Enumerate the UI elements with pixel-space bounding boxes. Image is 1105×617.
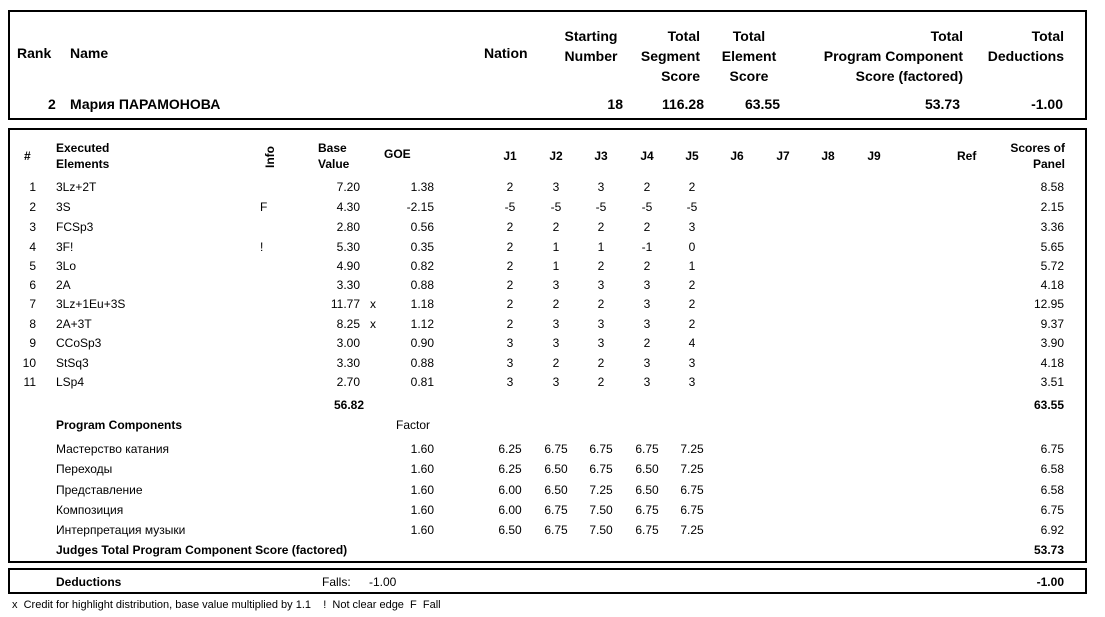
judge-component-score: 6.75 [544,523,568,537]
judge-score: -5 [550,200,562,214]
component-name: Интерпретация музыки [56,523,186,537]
element-panel-score: 5.72 [1040,259,1064,273]
element-panel-score: 9.37 [1040,317,1064,331]
judge-score: 2 [688,180,696,194]
element-goe: -2.15 [406,200,434,214]
component-panel-score: 6.75 [1040,442,1064,456]
element-goe: 0.81 [410,375,434,389]
nation-header: Nation [484,45,528,61]
program-components-title: Program Components [56,418,183,432]
judge-score: 3 [643,297,651,311]
judge-score: 2 [643,259,651,273]
element-base-value: 3.30 [336,278,360,292]
judge-score: -5 [686,200,698,214]
component-name: Композиция [56,503,124,517]
element-name: 3Lz+2T [56,180,97,194]
judge-score: 4 [688,336,696,350]
judge-component-score: 6.50 [544,483,568,497]
judge-score: 3 [643,356,651,370]
component-panel-score: 6.58 [1040,462,1064,476]
element-x-mark: x [370,297,376,311]
deductions-header: Total Deductions [987,28,1064,64]
judge-header: J3 [594,149,608,163]
element-goe: 1.12 [410,317,434,331]
judge-score: 2 [688,297,696,311]
num-header: # [24,149,31,163]
judge-header: J9 [867,149,881,163]
element-base-value: 2.80 [336,220,360,234]
element-panel-score: 4.18 [1040,278,1064,292]
element-number: 6 [29,278,36,292]
info-header: Info [263,146,277,168]
element-name: StSq3 [56,356,89,370]
judge-component-score: 7.50 [589,523,613,537]
component-factor: 1.60 [410,483,434,497]
judge-score: -5 [504,200,516,214]
judge-component-score: 6.50 [635,462,659,476]
judge-score: 1 [552,240,560,254]
element-number: 2 [29,200,36,214]
judge-component-score: 6.75 [635,442,659,456]
judge-component-score: 7.25 [589,483,613,497]
judge-header: J7 [776,149,790,163]
element-number: 8 [29,317,36,331]
judge-score: 2 [506,240,514,254]
element-base-value: 3.00 [336,336,360,350]
element-name: 2A+3T [56,317,92,331]
judge-component-score: 6.75 [680,483,704,497]
element-number: 1 [29,180,36,194]
judge-score: 3 [597,336,605,350]
skater-rank: 2 [48,96,56,112]
component-name: Переходы [56,462,113,476]
deductions-box [8,568,1087,594]
element-panel-score: 5.65 [1040,240,1064,254]
judge-score: 3 [643,317,651,331]
judge-score: 3 [597,180,605,194]
judge-score: 3 [506,356,514,370]
judge-score: 2 [552,220,560,234]
starting-number-header: Starting Number [564,28,618,64]
judge-score: 2 [506,317,514,331]
element-name: 3Lz+1Eu+3S [56,297,126,311]
element-number: 3 [29,220,36,234]
judge-header: J1 [503,149,517,163]
element-number: 4 [29,240,36,254]
judge-score: 2 [552,356,560,370]
judge-component-score: 7.25 [680,523,704,537]
component-panel-score: 6.58 [1040,483,1064,497]
judge-score: 2 [643,336,651,350]
judge-header: J5 [685,149,699,163]
pcs-header: Total Program Component Score (factored) [823,28,963,84]
skater-starting-number: 18 [607,96,623,112]
deductions-total: -1.00 [1036,575,1064,589]
judge-score: 2 [506,220,514,234]
element-name: FCSp3 [56,220,94,234]
judge-score: 3 [552,375,560,389]
judge-header: J6 [730,149,744,163]
judge-score: 2 [688,317,696,331]
legend: x Credit for highlight distribution, base value multiplied by 1.1 ! Not clear edge F Fall [12,599,441,611]
element-number: 9 [29,336,36,350]
goe-header: GOE [384,147,411,161]
judge-component-score: 6.25 [498,462,522,476]
element-name: 3Lo [56,259,77,273]
judge-component-score: 7.25 [680,462,704,476]
judge-score: 2 [597,356,605,370]
judge-score: 1 [688,259,696,273]
judge-score: 2 [506,259,514,273]
skater-tes: 63.55 [744,96,780,112]
judge-score: -5 [595,200,607,214]
skater-name: Мария ПАРАМОНОВА [70,96,221,112]
judge-score: 2 [597,259,605,273]
component-name: Представление [56,483,143,497]
judge-component-score: 6.75 [544,503,568,517]
judge-score: 2 [552,297,560,311]
component-factor: 1.60 [410,462,434,476]
element-base-value: 4.30 [336,200,360,214]
element-number: 5 [29,259,36,273]
tss-header: Total Segment Score [640,28,700,84]
element-base-value: 7.20 [336,180,360,194]
judge-score: 2 [597,297,605,311]
judge-score: 2 [643,180,651,194]
executed-elements-header: Executed Elements [56,141,110,171]
element-goe: 1.18 [410,297,434,311]
element-base-value: 2.70 [336,375,360,389]
judge-score: 3 [506,336,514,350]
skater-pcs: 53.73 [924,96,960,112]
element-name: CCoSp3 [56,336,102,350]
element-number: 11 [23,375,36,389]
element-name: 2A [56,278,71,292]
judge-score: 3 [552,180,560,194]
element-number: 7 [29,297,36,311]
judge-score: 2 [688,278,696,292]
factor-header: Factor [396,418,431,432]
component-factor: 1.60 [410,503,434,517]
judge-score: 2 [643,220,651,234]
element-panel-score: 3.90 [1040,336,1064,350]
pc-total-score: 53.73 [1033,543,1064,557]
element-panel-score: 3.51 [1040,375,1064,389]
judge-score: -1 [641,240,653,254]
judge-component-score: 6.75 [635,503,659,517]
element-number: 10 [22,356,36,370]
element-panel-score: 3.36 [1040,220,1064,234]
judge-score: 3 [552,317,560,331]
element-goe: 0.35 [410,240,434,254]
judge-score: 2 [506,278,514,292]
judge-component-score: 6.50 [544,462,568,476]
scores-of-panel-header: Scores of Panel [1010,141,1065,171]
judge-score: 3 [688,375,696,389]
element-x-mark: x [370,317,376,331]
component-name: Мастерство катания [56,442,170,456]
judge-score: 2 [597,375,605,389]
judge-component-score: 6.00 [498,503,522,517]
element-goe: 0.90 [410,336,434,350]
element-name: 3F! [56,240,74,254]
element-base-value: 11.77 [330,297,360,311]
element-goe: 0.88 [410,278,434,292]
falls-value: -1.00 [369,575,397,589]
element-info: F [260,200,268,214]
judge-component-score: 6.75 [589,462,613,476]
judge-score: 3 [552,278,560,292]
judge-score: 3 [688,220,696,234]
judge-score: 3 [688,356,696,370]
judge-component-score: 6.50 [635,483,659,497]
skater-deductions: -1.00 [1031,96,1063,112]
elements-base-total: 56.82 [333,398,364,412]
judge-score: 1 [597,240,605,254]
element-name: 3S [56,200,71,214]
component-factor: 1.60 [410,442,434,456]
base-value-header: Base Value [318,141,350,171]
rank-header: Rank [17,45,52,61]
judge-score: -5 [641,200,653,214]
judge-score: 3 [597,278,605,292]
element-base-value: 5.30 [336,240,360,254]
judge-score: 2 [506,180,514,194]
judge-component-score: 7.50 [589,503,613,517]
judge-score: 3 [643,375,651,389]
component-factor: 1.60 [410,523,434,537]
falls-label: Falls: [322,575,351,589]
judge-score: 0 [688,240,696,254]
judge-score: 3 [597,317,605,331]
component-panel-score: 6.75 [1040,503,1064,517]
judge-score: 3 [506,375,514,389]
element-info: ! [260,240,264,254]
elements-score-total: 63.55 [1033,398,1064,412]
component-panel-score: 6.92 [1040,523,1064,537]
judge-score: 3 [552,336,560,350]
judge-score: 2 [597,220,605,234]
element-base-value: 4.90 [336,259,360,273]
ref-header: Ref [957,149,977,163]
element-goe: 0.56 [410,220,434,234]
judge-component-score: 6.25 [498,442,522,456]
skater-tss: 116.28 [661,96,704,112]
tes-header: Total Element Score [721,28,777,84]
element-goe: 1.38 [410,180,434,194]
element-name: LSp4 [56,375,85,389]
element-panel-score: 12.95 [1033,297,1064,311]
element-base-value: 3.30 [336,356,360,370]
element-base-value: 8.25 [336,317,360,331]
pc-total-label: Judges Total Program Component Score (factored) [56,543,348,557]
name-header: Name [70,45,109,61]
judge-header: J8 [821,149,835,163]
element-panel-score: 2.15 [1040,200,1064,214]
judge-header: J4 [640,149,654,163]
judge-component-score: 6.75 [544,442,568,456]
element-panel-score: 8.58 [1040,180,1064,194]
element-panel-score: 4.18 [1040,356,1064,370]
judge-component-score: 6.00 [498,483,522,497]
judge-score: 2 [506,297,514,311]
judge-score: 3 [643,278,651,292]
judge-header: J2 [549,149,563,163]
judge-component-score: 6.50 [498,523,522,537]
element-goe: 0.82 [410,259,434,273]
judge-component-score: 6.75 [589,442,613,456]
judge-component-score: 6.75 [635,523,659,537]
judge-score: 1 [552,259,560,273]
judge-component-score: 6.75 [680,503,704,517]
judge-component-score: 7.25 [680,442,704,456]
element-goe: 0.88 [410,356,434,370]
deductions-label: Deductions [56,575,122,589]
